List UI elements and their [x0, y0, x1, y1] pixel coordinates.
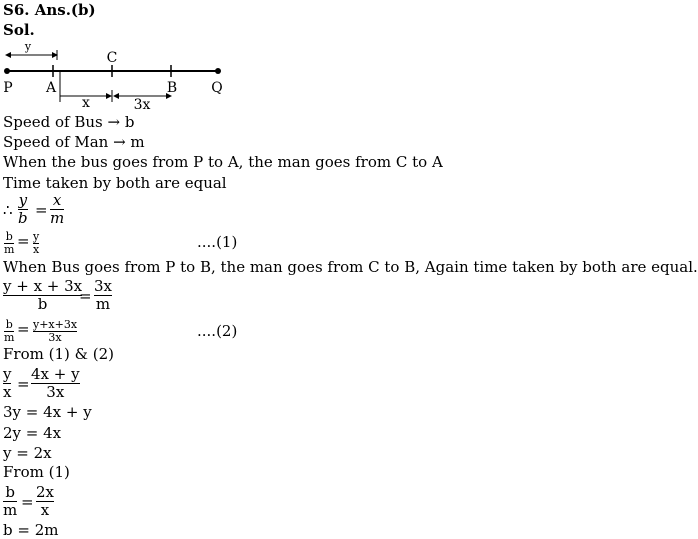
- eq2b-rhs-fraction: y+x+3x 3x: [33, 318, 78, 344]
- from-1-and-2-line: From (1) & (2): [3, 345, 114, 363]
- eq4-rhs-fraction: 2x x: [36, 483, 55, 519]
- equation-tag-2: ....(2): [197, 322, 238, 340]
- eq1b-rhs-fraction: y x: [33, 230, 40, 256]
- eq2-lhs-fraction: y + x + 3x b: [3, 277, 83, 313]
- label-a: A: [45, 80, 57, 96]
- speed-of-man-line: Speed of Man → m: [3, 133, 145, 151]
- eq1-rhs-fraction: x m: [50, 191, 65, 227]
- equation-b-2m: b = 2m: [3, 521, 59, 539]
- point-p-dot: [4, 68, 10, 74]
- label-p: P: [3, 80, 13, 96]
- equation-2y: 2y = 4x: [3, 424, 62, 442]
- eq2-rhs-fraction: 3x m: [94, 277, 113, 313]
- solution-label: Sol.: [3, 21, 35, 39]
- from-1-line: From (1): [3, 463, 70, 481]
- label-q: Q: [211, 80, 223, 96]
- speed-of-bus-line: Speed of Bus → b: [3, 113, 135, 131]
- eq3-lhs-fraction: y x: [3, 365, 12, 401]
- y-arrow-left-icon: [5, 52, 11, 58]
- three-x-arrow-left-icon: [113, 93, 119, 99]
- eq1b-lhs-fraction: b m: [4, 230, 15, 256]
- x-arrow-right-icon: [106, 93, 112, 99]
- therefore-symbol: ∴: [3, 201, 13, 219]
- eq2b-lhs-fraction: b m: [4, 318, 15, 344]
- label-c: C: [106, 50, 118, 66]
- eq1-lhs-fraction: y b: [18, 191, 28, 227]
- time-equal-line: Time taken by both are equal: [3, 174, 227, 192]
- equation-3y: 3y = 4x + y: [3, 403, 92, 421]
- label-3x: 3x: [133, 97, 151, 113]
- point-q-dot: [215, 68, 221, 74]
- answer-heading: S6. Ans.(b): [3, 1, 96, 19]
- bus-p-to-a-line: When the bus goes from P to A, the man goes from C to A: [3, 153, 443, 171]
- route-diagram: [0, 40, 240, 115]
- label-b: B: [166, 80, 178, 96]
- eq3-rhs-fraction: 4x + y 3x: [31, 365, 80, 401]
- equation-tag-1: ....(1): [197, 233, 238, 251]
- bus-p-to-b-line: When Bus goes from P to B, the man goes from C to B, Again time taken by both are equal.: [3, 258, 698, 276]
- equation-y: y = 2x: [3, 444, 52, 462]
- eq4-lhs-fraction: b m: [3, 483, 18, 519]
- label-y: y: [24, 40, 32, 53]
- label-x: x: [82, 95, 90, 111]
